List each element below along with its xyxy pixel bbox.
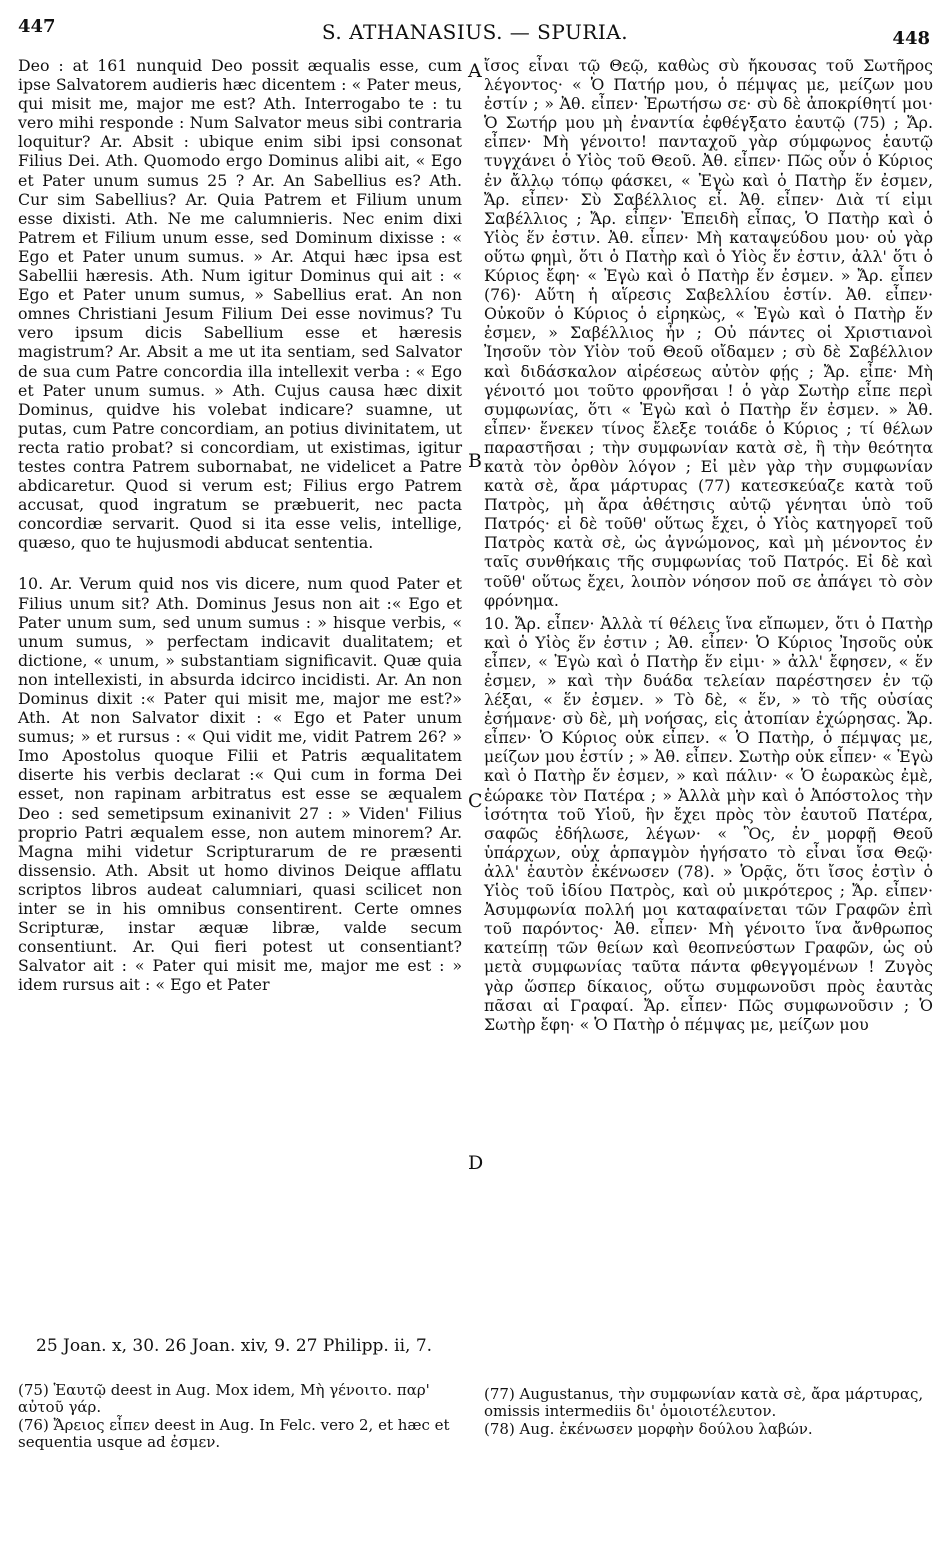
footnotes-right <box>484 1386 933 1439</box>
greek-column <box>484 56 933 1034</box>
footnote: (77) Augustanus, τὴν συμφωνίαν κατὰ σὲ, ἄρα μάρτυρας, omissis intermediis δι' ὁμοιοτέλευτον. <box>484 1385 924 1420</box>
margin-mark-d: D <box>468 1152 484 1174</box>
running-title: S. ATHANASIUS. — SPURIA. <box>321 20 629 44</box>
footnotes-left <box>18 1382 462 1452</box>
latin-paragraph: 10. Ar. Verum quid nos vis dicere, num quod Pater et Filius unum sit? Ath. Dominus Jesus non ait :« Ego et Pater unum sum, sed unum sumus : » hisque verbis, « unum sumus, » perfectam indicavit dualitatem; et dictione, « unum, » substantiam significavit. Quæ quia non intellexisti, in absurda idcirco incidisti. Ar. An non Dominus dixit :« Pater qui misit me, major me est?» Ath. At non Salvator dixit : « Ego et Pater unum sumus; » et rursus : « Qui vidit me, vidit Patrem 26? » Imo Apostolus quoque Filii et Patris æqualitatem diserte his verbis declarat :« Qui cum in forma Dei esset, non rapinam arbitratus est esse se æqualem Deo : sed semetipsum exinanivit 27 : » Viden' Filius proprio Patri æqualem esse, non autem minorem? Ar. Magna mihi videtur Scripturarum de re præsenti dissensio. Ath. Absit ut homo divinos Deique afflatu scriptos libros audeat calumniari, quasi scilicet non inter se in his omnibus consentirent. Certe omnes Scripturæ, instar æquæ libræ, valde secum consentiunt. Ar. Qui fieri potest ut consentiant? Salvator ait : « Pater qui misit me, major me est : » idem rursus ait : « Ego et Pater <box>18 574 462 995</box>
footnote: (75) Ἑαυτῷ deest in Aug. Mox idem, Μὴ γένοιτο. παρ' αὐτοῦ γάρ. <box>18 1381 430 1416</box>
margin-mark-a: A <box>468 60 482 82</box>
margin-mark-c: C <box>468 790 483 812</box>
scripture-references: 25 Joan. x, 30. 26 Joan. xiv, 9. 27 Philipp. ii, 7. <box>36 1336 433 1356</box>
latin-column <box>18 56 462 995</box>
margin-mark-b: B <box>468 450 482 472</box>
footnote: (76) Ἄρειος εἶπεν deest in Aug. In Felc. vero 2, et hæc et sequentia usque ad ἐσμεν. <box>18 1416 450 1451</box>
greek-paragraph: ἴσος εἶναι τῷ Θεῷ, καθὼς σὺ ἤκουσας τοῦ Σωτῆρος λέγοντος· « Ὁ Πατήρ μου, ὁ πέμψας με, μείζων μου ἐστίν ; » Ἀθ. εἶπεν· Ἐρωτήσω σε· σὺ δὲ ἀποκρίθητί μοι· Ὁ Σωτήρ μου μὴ ἐναντία ἐφθέγξατο ἑαυτῷ (75) ; Ἄρ. εἶπεν· Μὴ γένοιτο! πανταχοῦ γὰρ σύμφωνος ἑαυτῷ τυγχάνει ὁ Υἱὸς τοῦ Θεοῦ. Ἀθ. εἶπεν· Πῶς οὖν ὁ Κύριος ἐν ἄλλῳ τόπῳ φάσκει, « Ἐγὼ καὶ ὁ Πατὴρ ἕν ἐσμεν, Ἄρ. εἶπεν· Σὺ Σαβέλλιος εἶ. Ἀθ. εἶπεν· Διὰ τί εἰμι Σαβέλλιος ; Ἄρ. εἶπεν· Ἐπειδὴ εἶπας, Ὁ Πατὴρ καὶ ὁ Υἱὸς ἕν ἐστιν. Ἀθ. εἶπεν· Μὴ καταψεύδου μου· οὐ γὰρ οὕτω φημὶ, ὅτι ὁ Πατὴρ καὶ ὁ Υἱὸς ἕν ἐστιν, ἀλλ' ὅτι ὁ Κύριος ἔφη· « Ἐγὼ καὶ ὁ Πατὴρ ἕν ἐσμεν. » Ἄρ. εἶπεν (76)· Αὕτη ἡ αἵρεσις Σαβελλίου ἐστίν. Ἀθ. εἶπεν· Οὐκοῦν ὁ Κύριος ὁ εἰρηκὼς, « Ἐγὼ καὶ ὁ Πατὴρ ἕν ἐσμεν, » Σαβέλλιος ἦν ; Οὐ πάντες οἱ Χριστιανοὶ Ἰησοῦν τὸν Υἱὸν τοῦ Θεοῦ οἴδαμεν ; σὺ δὲ Σαβέλλιον καὶ διδάσκαλον αἱρέσεως αὐτὸν φῄς ; Ἄρ. εἶπε· Μὴ γένοιτό μοι τοῦτο φρονῆσαι ! ὁ γὰρ Σωτὴρ εἶπε περὶ συμφωνίας, ὅτι « Ἐγὼ καὶ ὁ Πατὴρ ἕν ἐσμεν. » Ἀθ. εἶπεν· ἕνεκεν τίνος ἔλεξε τοιάδε ὁ Κύριος ; τί θέλων παραστῆσαι ; τὴν συμφωνίαν κατὰ σὲ, ἢ τὴν θεότητα κατὰ τὸν ὀρθὸν λόγον ; Εἰ μὲν γὰρ τὴν συμφωνίαν κατὰ σὲ, ἄρα μάρτυρας (77) κατεσκεύαζε κατὰ τοῦ Πατρὸς, μὴ ἄρα ἀθέτησις αὐτῷ γένηται ὑπὸ τοῦ Πατρός· εἰ δὲ τοῦθ' οὕτως ἔχει, ὁ Υἱὸς κατηγορεῖ τοῦ Πατρὸς κατὰ σὲ, ὡς ἀγνώμονος, καὶ μὴ μένοντος ἐν ταῖς συνθήκαις τῆς συμφωνίας τοῦ Πατρός. Εἰ δὲ καὶ τοῦθ' οὕτως ἔχει, λοιπὸν νόησον ποῦ σε ἀπάγει τὸ σὸν φρόνημα. <box>484 56 933 610</box>
page-number-left: 447 <box>18 16 56 37</box>
page-header <box>0 10 950 49</box>
latin-paragraph: Deo : at 161 nunquid Deo possit æqualis esse, cum ipse Salvatorem audieris hæc dicentem : « Pater meus, qui misit me, major me est? Ath. Interrogabo te : tu vero mihi responde : Num Salvator meus sibi contraria loquitur? Ar. Absit : ubique enim sibi ipsi consonat Filius Dei. Ath. Quomodo ergo Dominus alibi ait, « Ego et Pater unum sumus 25 ? Ar. An Sabellius es? Ath. Cur sim Sabellius? Ar. Quia Patrem et Filium unum esse dixisti. Ath. Ne me calumnieris. Nec enim dixi Patrem et Filium unum esse, sed Dominum dixisse : « Ego et Pater unum sumus. » Ar. Atqui hæc ipsa est Sabellii hæresis. Ath. Num igitur Dominus qui ait : « Ego et Pater unum sumus, » Sabellius erat. An non omnes Christiani Jesum Filium Dei esse novimus? Tu vero ipsum dicis Sabellium esse et hæresis magistrum? Ar. Absit a me ut ita sentiam, sed Salvator de sua cum Patre concordia illa intellexit verba : « Ego et Pater unum sumus. » Ath. Cujus causa hæc dixit Dominus, quidve his volebat indicare? suamne, ut putas, cum Patre concordiam, an potius divinitatem, ut recta ratio probat? si concordiam, ut existimas, igitur testes contra Patrem subornabat, ne videlicet a Patre abdicaretur. Quod si verum est; Filius ergo Patrem accusat, quod ingratum se præbuerit, nec pacta concordiæ servarit. Quod si ita esse velis, intellige, quæso, quo te hujusmodi abducat sententia. <box>18 56 462 553</box>
page-number-right: 448 <box>892 28 930 49</box>
greek-paragraph: 10. Ἄρ. εἶπεν· Ἀλλὰ τί θέλεις ἵνα εἴπωμεν, ὅτι ὁ Πατὴρ καὶ ὁ Υἱὸς ἕν ἐστιν ; Ἀθ. εἶπεν· Ὁ Κύριος Ἰησοῦς οὐκ εἶπεν, « Ἐγὼ καὶ ὁ Πατὴρ ἕν εἰμι· » ἀλλ' ἔφησεν, « ἕν ἐσμεν, » καὶ τὴν δυάδα τελείαν παρέστησεν ἐν τῷ λέξαι, « ἕν ἐσμεν. » Τὸ δὲ, « ἕν, » τὸ τῆς οὐσίας ἐσήμανε· σὺ δὲ, μὴ νοήσας, εἰς ἀτοπίαν ἐχώρησας. Ἄρ. εἶπεν· Ὁ Κύριος οὐκ εἶπεν. « Ὁ Πατὴρ, ὁ πέμψας με, μείζων μου ἐστίν ; » Ἀθ. εἶπεν. Σωτὴρ οὐκ εἶπεν· « Ἐγὼ καὶ ὁ Πατὴρ ἕν ἐσμεν, » καὶ πάλιν· « Ὁ ἑωρακὼς ἐμὲ, ἑώρακε τὸν Πατέρα ; » Ἀλλὰ μὴν καὶ ὁ Ἀπόστολος τὴν ἰσότητα τοῦ Υἱοῦ, ἣν ἔχει πρὸς τὸν ἑαυτοῦ Πατέρα, σαφῶς ἐδήλωσε, λέγων· « Ὃς, ἐν μορφῇ Θεοῦ ὑπάρχων, οὐχ ἁρπαγμὸν ἡγήσατο τὸ εἶναι ἴσα Θεῷ· ἀλλ' ἑαυτὸν ἐκένωσεν (78). » Ὁρᾷς, ὅτι ἴσος ἐστὶν ὁ Υἱὸς τοῦ ἰδίου Πατρὸς, καὶ οὐ μικρότερος ; Ἄρ. εἶπεν· Ἀσυμφωνία πολλή μοι καταφαίνεται τῶν Γραφῶν ἐπὶ τοῦ παρόντος· Ἀθ. εἶπεν· Μὴ γένοιτο ἵνα ἄνθρωπος κατείπῃ τῶν θείων καὶ θεοπνεύστων Γραφῶν, ὡς οὐ μετὰ συμφωνίας ταῦτα πάντα φθεγγομένων ! Ζυγὸς γὰρ ὥσπερ δίκαιος, οὕτω συμφωνοῦσι πρὸς ἑαυτὰς πᾶσαι αἱ Γραφαί. Ἄρ. εἶπεν· Πῶς συμφωνοῦσιν ; Ὁ Σωτὴρ ἔφη· « Ὁ Πατὴρ ὁ πέμψας με, μείζων μου <box>484 613 933 1034</box>
footnote: (78) Aug. ἐκένωσεν μορφὴν δούλου λαβών. <box>484 1420 813 1438</box>
